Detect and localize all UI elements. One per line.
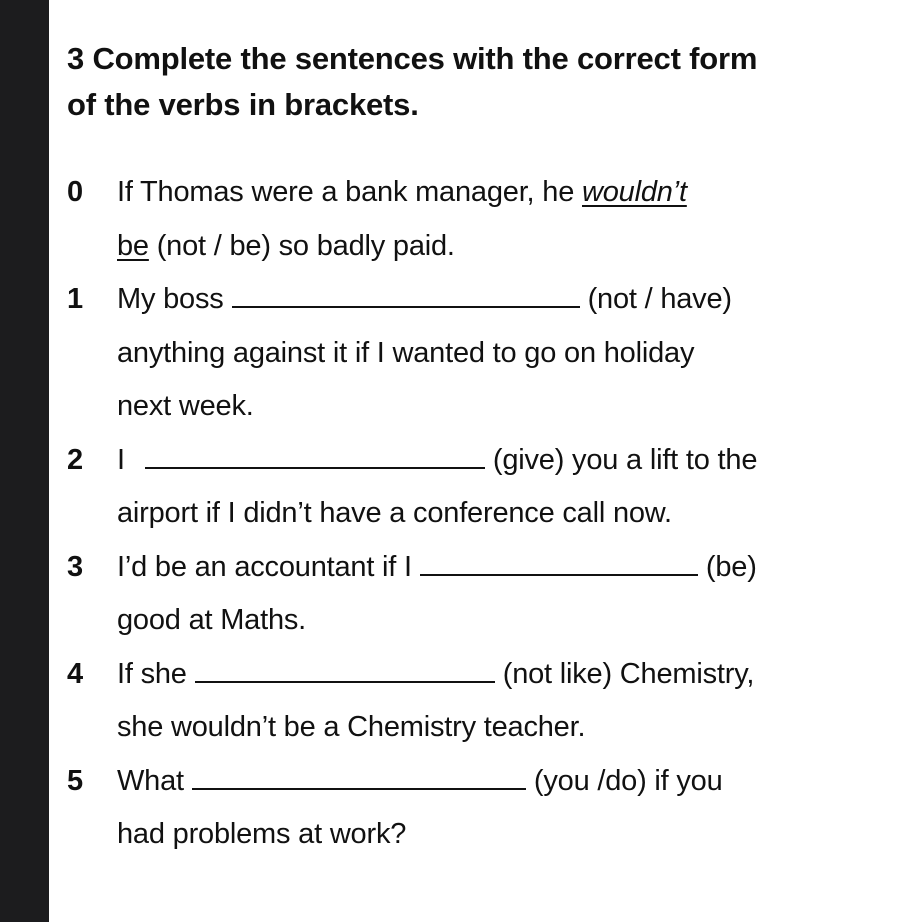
exercise-item-0 [67, 166, 867, 273]
item-line-2: anything against it if I wanted to go on holiday [117, 336, 695, 369]
item-number: 1 [67, 283, 83, 315]
item-line-2: airport if I didn’t have a conference call now. [117, 497, 672, 529]
answer-blank-4[interactable] [195, 659, 495, 683]
item-line-2: she wouldn’t be a Chemistry teacher. [117, 711, 586, 743]
item-line-3: next week. [117, 390, 254, 422]
item-text-before: If she [117, 657, 187, 690]
answer-blank-5[interactable] [192, 766, 526, 790]
item-number: 3 [67, 550, 83, 583]
item-text-after: (not / be) so badly paid. [148, 229, 455, 262]
item-hint: (not / have) [587, 283, 732, 315]
answer-blank-3[interactable] [420, 552, 698, 576]
exercise-title [67, 36, 887, 128]
item-line-2: good at Maths. [117, 604, 307, 636]
example-answer-part-2: be [117, 229, 149, 262]
item-hint: (not like) Chemistry, [502, 657, 755, 690]
left-dark-border [0, 0, 49, 922]
item-line-2: had problems at work? [117, 818, 407, 850]
exercise-list [67, 166, 867, 862]
item-hint: (give) you a lift to the [492, 443, 758, 476]
title-line-1: 3 Complete the sentences with the correct form [67, 41, 758, 76]
item-text-before: I [117, 443, 125, 476]
item-text-before: What [117, 764, 184, 797]
item-hint: (you /do) if you [533, 764, 723, 797]
item-number: 4 [67, 657, 83, 690]
item-text-before: My boss [117, 283, 224, 315]
example-answer-part-1: wouldn’t [582, 176, 687, 208]
item-number: 0 [67, 176, 83, 208]
answer-blank-2[interactable] [145, 445, 485, 469]
exercise-item-2 [67, 434, 867, 541]
item-hint: (be) [705, 550, 757, 583]
exercise-item-5 [67, 755, 867, 862]
item-number: 5 [67, 764, 83, 797]
item-text-before: If Thomas were a bank manager, he [117, 176, 582, 208]
title-line-2: of the verbs in brackets. [67, 87, 419, 122]
exercise-item-3 [67, 541, 867, 648]
exercise-item-1 [67, 273, 867, 434]
exercise-item-4 [67, 648, 867, 755]
answer-blank-1[interactable] [232, 284, 580, 308]
item-number: 2 [67, 443, 83, 476]
item-text-before: I’d be an accountant if I [117, 550, 412, 583]
